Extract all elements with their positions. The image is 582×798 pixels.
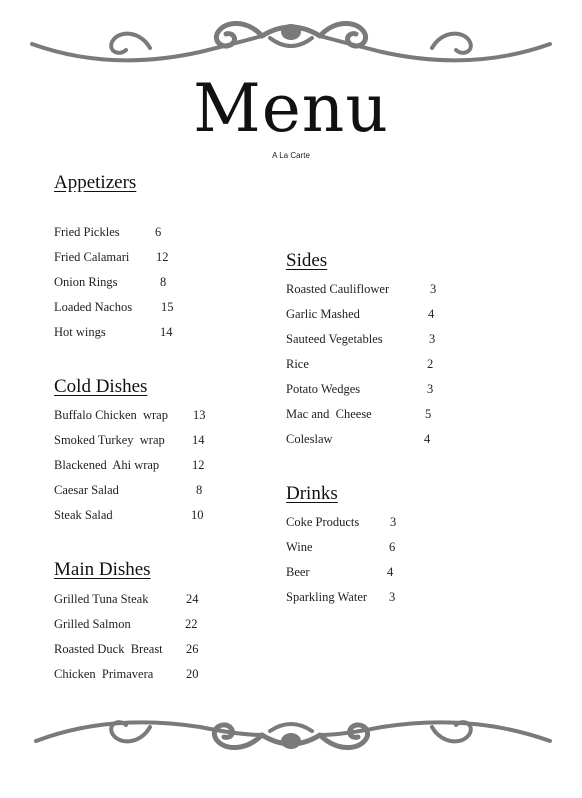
menu-item-name: Caesar Salad [54,483,119,497]
menu-item-name: Chicken Primavera [54,667,154,681]
section-heading-cold-dishes: Cold Dishes [54,376,148,397]
top-scroll-ornament [0,8,582,68]
menu-item-price: 13 [193,408,206,422]
menu-item-price: 4 [387,565,394,579]
menu-item-price: 6 [389,540,396,554]
menu-item-price: 3 [430,282,437,296]
menu-item-name: Fried Pickles [54,225,120,239]
menu-item-name: Sauteed Vegetables [286,332,383,346]
menu-item-price: 12 [192,458,205,472]
menu-item-price: 5 [425,407,432,421]
menu-item-name: Fried Calamari [54,250,130,264]
menu-item-name: Coke Products [286,515,360,529]
menu-item-name: Blackened Ahi wrap [54,458,160,472]
menu-item-name: Grilled Salmon [54,617,131,631]
menu-item-price: 14 [192,433,205,447]
menu-item-price: 3 [427,382,434,396]
menu-item-price: 26 [186,642,199,656]
menu-item-name: Buffalo Chicken wrap [54,408,168,422]
menu-item-price: 3 [390,515,397,529]
menu-item-price: 20 [186,667,199,681]
menu-item-name: Rice [286,357,309,371]
menu-title: Menu [193,70,389,147]
menu-item-name: Beer [286,565,310,579]
menu-item-price: 10 [191,508,204,522]
menu-item-name: Smoked Turkey wrap [54,433,165,447]
menu-item-name: Roasted Cauliflower [286,282,390,296]
menu-item-name: Mac and Cheese [286,407,372,421]
menu-item-price: 6 [155,225,162,239]
menu-item-name: Grilled Tuna Steak [54,592,149,606]
menu-item-price: 22 [185,617,198,631]
menu-item-price: 4 [424,432,431,446]
menu-item-name: Coleslaw [286,432,333,446]
menu-item-name: Sparkling Water [286,590,368,604]
menu-item-name: Garlic Mashed [286,307,360,321]
menu-item-price: 3 [429,332,436,346]
section-heading-appetizers: Appetizers [54,172,137,193]
menu-item-name: Hot wings [54,325,106,339]
section-heading-drinks: Drinks [286,483,338,504]
menu-item-name: Steak Salad [54,508,113,522]
menu-item-price: 14 [160,325,173,339]
section-heading-sides: Sides [286,250,328,271]
menu-item-price: 12 [156,250,169,264]
menu-item-price: 8 [196,483,203,497]
menu-item-price: 4 [428,307,435,321]
menu-item-name: Roasted Duck Breast [54,642,163,656]
menu-subtitle: A La Carte [272,151,310,160]
menu-item-name: Onion Rings [54,275,118,289]
bottom-scroll-ornament [0,705,582,765]
menu-item-price: 24 [186,592,199,606]
menu-item-price: 15 [161,300,174,314]
menu-item-name: Wine [286,540,313,554]
section-heading-main-dishes: Main Dishes [54,559,151,580]
menu-item-name: Potato Wedges [286,382,361,396]
menu-item-name: Loaded Nachos [54,300,133,314]
menu-item-price: 3 [389,590,396,604]
menu-item-price: 8 [160,275,167,289]
menu-item-price: 2 [427,357,434,371]
